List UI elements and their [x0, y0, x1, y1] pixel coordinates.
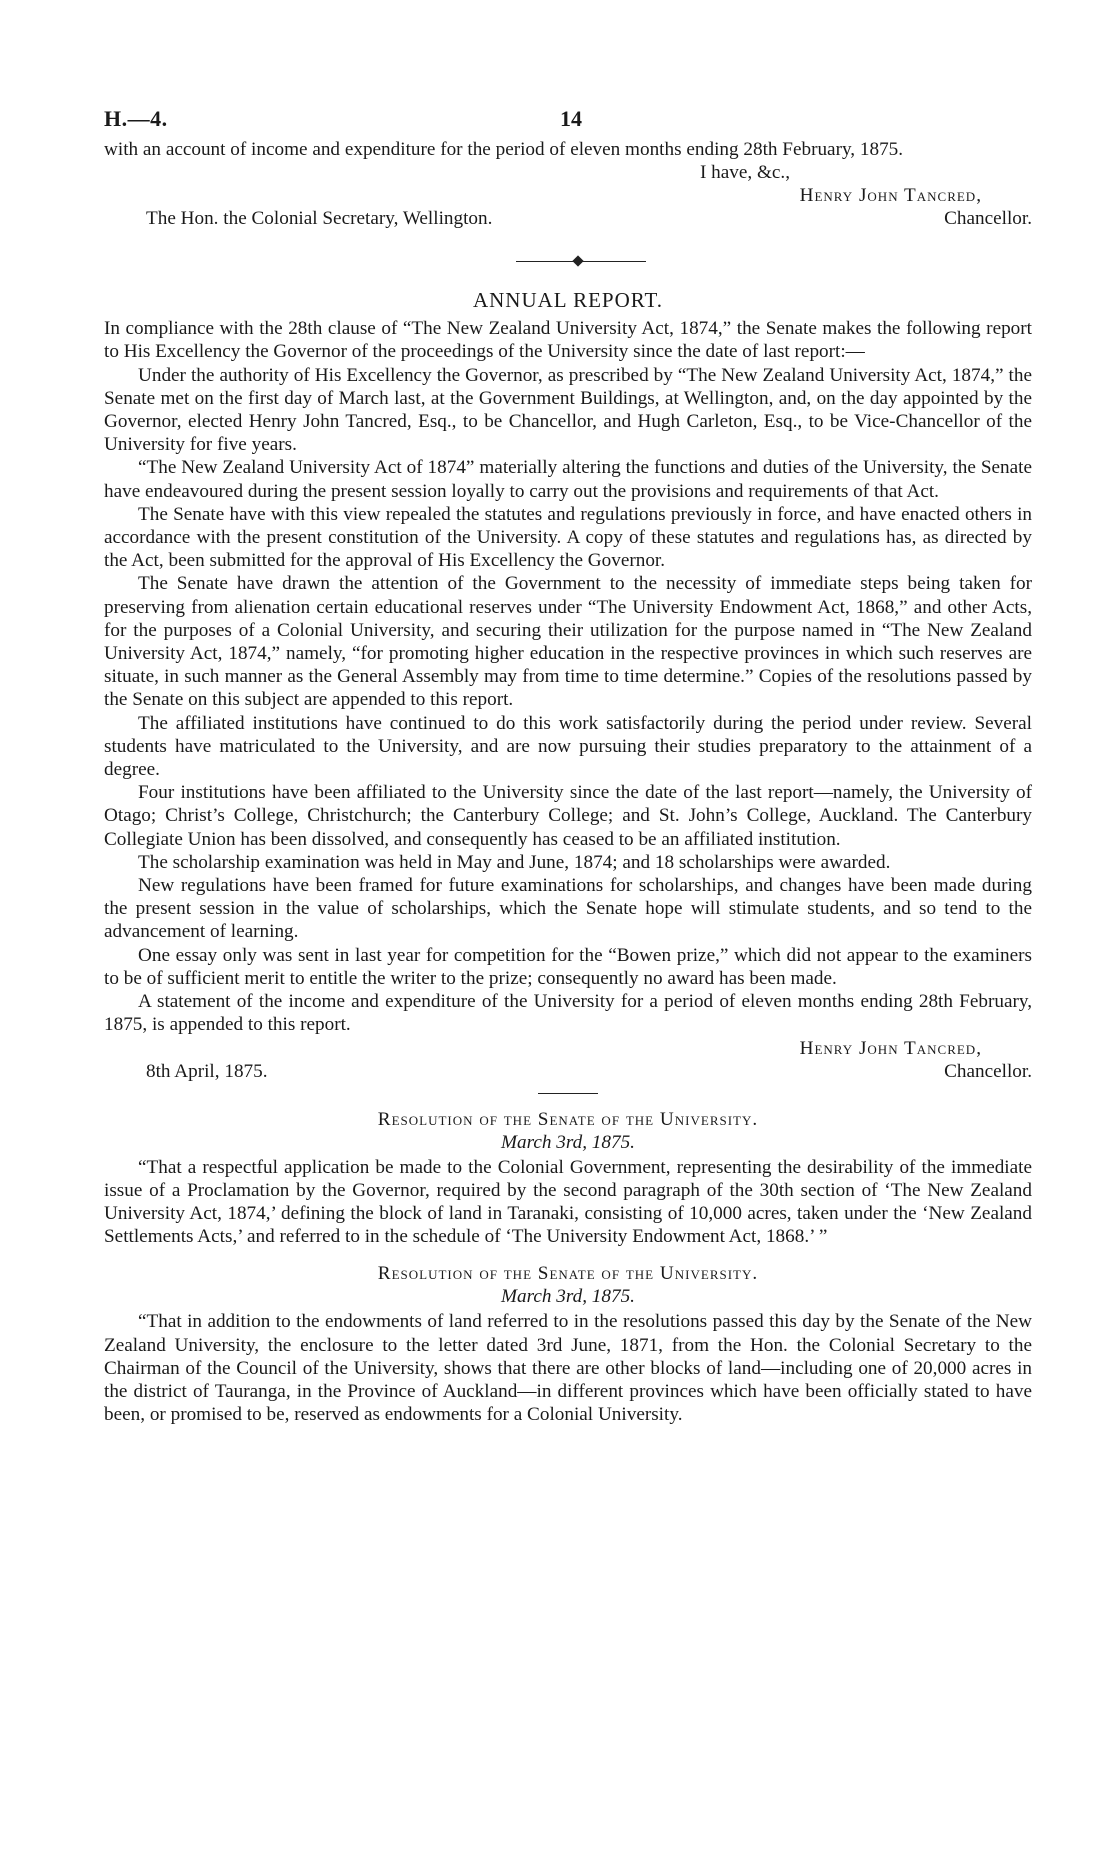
letter-signatory-title: Chancellor. — [944, 208, 1032, 230]
report-paragraph: The Senate have drawn the attention of the Government to the necessity of immediate steps being taken for preserving from alienation certain educational reserves under “The University Endowment Act, 1868,” and other Acts, for the purposes of a Colonial University, and securing their utilization for the purpose named in “The New Zealand University Act, 1874,” namely, “for promoting higher education in the respective provinces in which such reserves are situate, in such manner as the General Assembly may from time to time determine.” Copies of the resolutions passed by the Senate on this subject are appended to this report. — [104, 573, 1032, 711]
report-signoff — [104, 1060, 1032, 1083]
report-paragraph: The Senate have with this view repealed the statutes and regulations previously in force, and have enacted others in accordance with the present constitution of the University. A copy of these statutes and regulations has, as directed by the Act, been submitted for the approval of His Excellency the Governor. — [104, 503, 1032, 572]
report-paragraph: The affiliated institutions have continued to do this work satisfactorily during the period under review. Several students have matriculated to the University, and are now pursuing their studies preparatory to the attainment of a degree. — [104, 712, 1032, 781]
resolution-date: March 3rd, 1875. — [501, 1131, 635, 1153]
letter-signoff — [104, 207, 1032, 230]
resolution-text: “That a respectful application be made to the Colonial Government, representing the desirability of the immediate issue of a Proclamation by the Governor, required by the second paragraph of the 30th section of ‘The New Zealand University Act, 1874,’ defining the block of land in Taranaki, consisting of 10,000 acres, taken under the ‘New Zealand Settlements Acts,’ and referred to in the schedule of ‘The University Endowment Act, 1868.’ ” — [104, 1156, 1032, 1248]
resolution-title: Resolution of the Senate of the University. — [377, 1108, 759, 1130]
section-ornament — [104, 244, 1032, 280]
report-title: ANNUAL REPORT. — [472, 288, 664, 313]
letter-addressee: The Hon. the Colonial Secretary, Wellington. — [146, 208, 493, 230]
report-date: 8th April, 1875. — [146, 1060, 268, 1082]
report-paragraph: In compliance with the 28th clause of “The New Zealand University Act, 1874,” the Senate makes the following report to His Excellency the Governor of the proceedings of the University since the date of last report:— — [104, 318, 1032, 363]
report-paragraph: “The New Zealand University Act of 1874” materially altering the functions and duties of the University, the Senate have endeavoured during the present session loyally to carry out the provisions and requirements of that Act. — [104, 457, 1032, 502]
page-header — [104, 96, 1032, 138]
resolution-date: March 3rd, 1875. — [501, 1286, 635, 1308]
report-paragraph: Four institutions have been affiliated to the University since the date of the last report—namely, the University of Otago; Christ’s College, Christchurch; the Canterbury College; and St. John’s College, Auckland. The Canterbury Collegiate Union has been dissolved, and consequently has ceased to be an affiliated institution. — [104, 782, 1032, 850]
report-paragraph: Under the authority of His Excellency the Governor, as prescribed by “The New Zealand University Act, 1874,” the Senate met on the first day of March last, at the Government Buildings, at Wellington, and, on the day appointed by the Governor, elected Henry John Tancred, Esq., to be Chancellor, and Hugh Carleton, Esq., to be Vice-Chancellor of the University for five years. — [104, 364, 1032, 456]
resolution-text: “That in addition to the endowments of land referred to in the resolutions passed this day by the Senate of the New Zealand University, the enclosure to the letter dated 3rd June, 1871, from the Hon. the Colonial Secretary to the Chairman of the Council of the University, shows that there are other blocks of land—including one of 20,000 acres in the district of Tauranga, in the Province of Auckland—in different provinces which have been officially stated to have been, or promised to be, reserved as endowments for a Colonial University. — [104, 1311, 1032, 1426]
report-signatory: Henry John Tancred, — [799, 1037, 982, 1059]
document-page — [104, 96, 1032, 1426]
report-paragraph: New regulations have been framed for future examinations for scholarships, and changes have been made during the present session in the value of scholarships, which the Senate hope will stimulate students, and so tend to the advancement of learning. — [104, 875, 1032, 943]
section-rule — [538, 1093, 598, 1094]
ornament-line-right — [580, 261, 646, 262]
letter-signatory: Henry John Tancred, — [799, 185, 982, 207]
report-signatory-title: Chancellor. — [944, 1060, 1032, 1082]
report-paragraph: A statement of the income and expenditure of the University for a period of eleven months ending 28th February, 1875, is appended to this report. — [104, 991, 1032, 1036]
resolution-title: Resolution of the Senate of the University. — [377, 1263, 759, 1285]
spacer — [104, 1248, 1032, 1262]
opening-paragraph: with an account of income and expenditure for the period of eleven months ending 28th February, 1875. — [104, 139, 904, 160]
page-number: 14 — [560, 106, 582, 131]
report-paragraph: The scholarship examination was held in May and June, 1874; and 18 scholarships were awarded. — [138, 851, 891, 873]
letter-closing: I have, &c., — [699, 162, 790, 184]
ornament-line-left — [516, 261, 580, 262]
report-paragraph: One essay only was sent in last year for competition for the “Bowen prize,” which did not appear to the examiners to be of sufficient merit to entitle the writer to the prize; consequently no award has been made. — [104, 944, 1032, 989]
document-reference: H.—4. — [104, 106, 168, 131]
